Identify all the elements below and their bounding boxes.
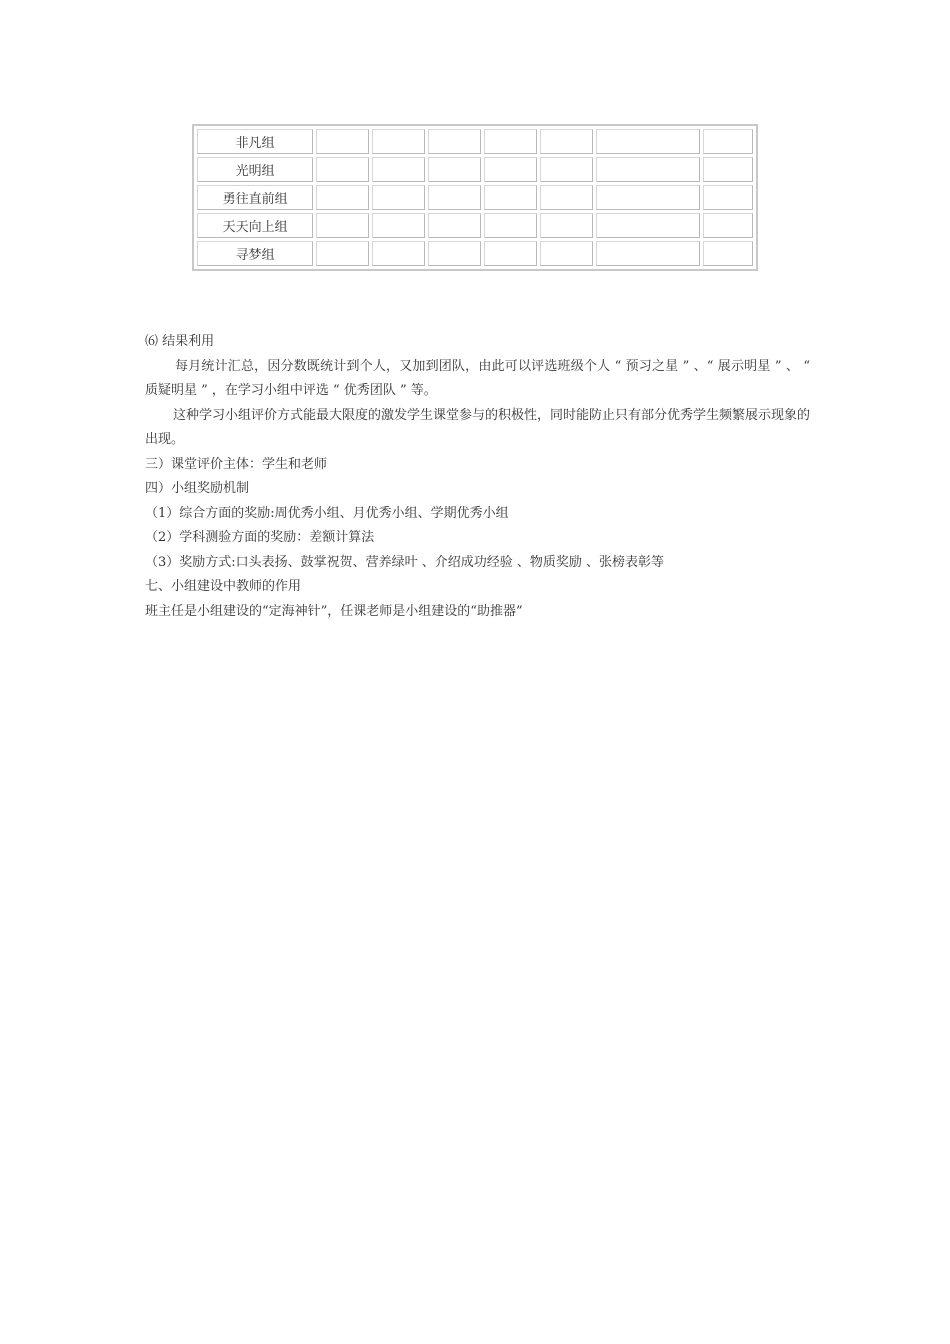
score-cell (484, 157, 537, 182)
score-cell (540, 157, 593, 182)
group-name-cell: 寻梦组 (197, 241, 313, 266)
score-cell (540, 185, 593, 210)
section-4-item: （1）综合方面的奖励:周优秀小组、月优秀小组、学期优秀小组 (145, 505, 509, 521)
score-cell (596, 157, 700, 182)
score-cell (372, 241, 425, 266)
section-4-item: （2）学科测验方面的奖励：差额计算法 (145, 530, 375, 545)
score-cell (703, 241, 753, 266)
score-cell (484, 129, 537, 154)
score-cell (316, 129, 369, 154)
score-cell (703, 213, 753, 238)
score-cell (484, 185, 537, 210)
score-cell (428, 241, 481, 266)
score-cell (372, 157, 425, 182)
table-row (197, 129, 753, 154)
group-name-cell: 勇往直前组 (197, 185, 313, 210)
score-cell (703, 157, 753, 182)
score-cell (372, 185, 425, 210)
group-name-cell: 光明组 (197, 157, 313, 182)
score-cell (703, 129, 753, 154)
score-cell (428, 129, 481, 154)
section-3-heading: 三）课堂评价主体：学生和老师 (145, 456, 328, 472)
section-6-paragraph-1: 每月统计汇总，因分数既统计到个人，又加到团队，由此可以评选班级个人 “ 预习之星 ” 、“ 展示明星 ” 、 “ 质疑明星 ” ，在学习小组中评选 “ 优秀团队 ” 等。 (145, 358, 810, 398)
score-cell (428, 213, 481, 238)
group-name-cell: 非凡组 (197, 129, 313, 154)
score-cell (316, 241, 369, 266)
score-cell (484, 213, 537, 238)
score-cell (540, 213, 593, 238)
section-6-paragraph-2: 这种学习小组评价方式能最大限度的激发学生课堂参与的积极性，同时能防止只有部分优秀学生频繁展示现象的出现。 (145, 407, 811, 447)
body-text (145, 330, 810, 624)
score-cell (540, 129, 593, 154)
section-7-heading: 七、小组建设中教师的作用 (145, 579, 302, 594)
section-4-heading: 四）小组奖励机制 (145, 481, 250, 496)
section-7-paragraph: 班主任是小组建设的“定海神针”，任课老师是小组建设的“助推器” (145, 603, 523, 619)
score-cell (540, 241, 593, 266)
score-cell (596, 185, 700, 210)
score-cell (428, 185, 481, 210)
score-cell (703, 185, 753, 210)
score-cell (596, 241, 700, 266)
score-cell (428, 157, 481, 182)
table-row (197, 241, 753, 266)
score-cell (316, 185, 369, 210)
score-cell (316, 157, 369, 182)
group-score-table (192, 124, 758, 271)
group-name-cell: 天天向上组 (197, 213, 313, 238)
section-4-item: （3）奖励方式:口头表扬、鼓掌祝贺、营养绿叶 、介绍成功经验 、物质奖励 、张榜表彰等 (145, 554, 665, 570)
table-row (197, 157, 753, 182)
score-cell (596, 213, 700, 238)
table-row (197, 185, 753, 210)
section-6-heading: ⑹ 结果利用 (145, 334, 215, 349)
score-cell (596, 129, 700, 154)
score-cell (372, 129, 425, 154)
table-row (197, 213, 753, 238)
score-cell (372, 213, 425, 238)
score-cell (484, 241, 537, 266)
score-cell (316, 213, 369, 238)
